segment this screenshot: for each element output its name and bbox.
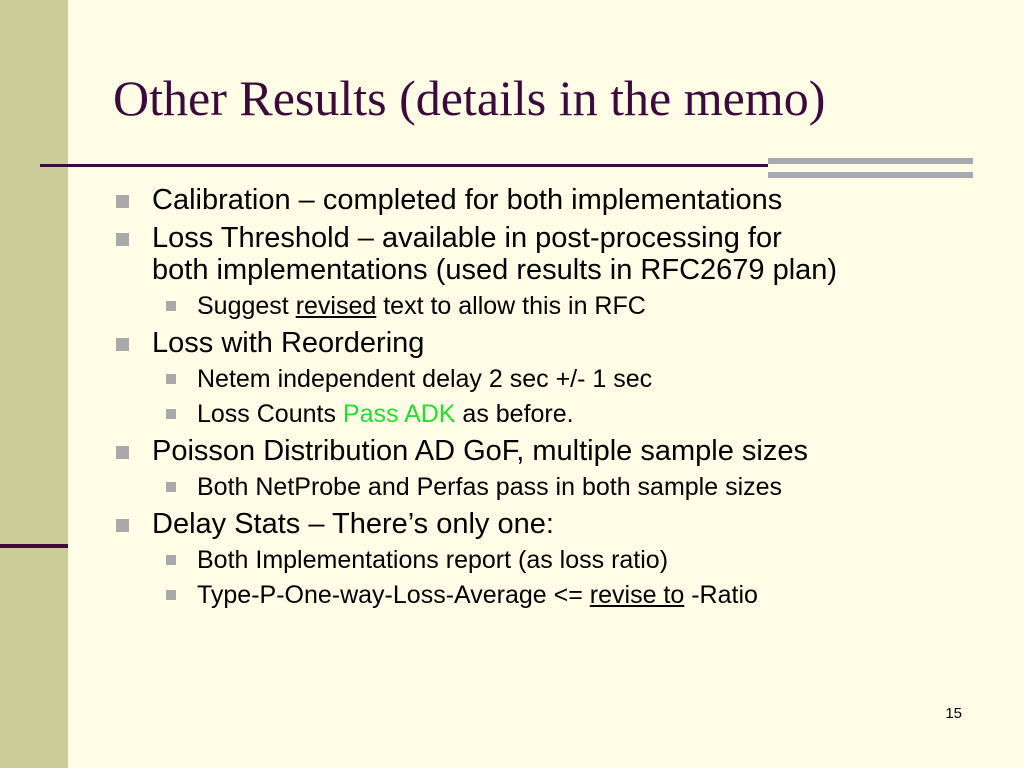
highlighted-pass-adk: Pass ADK [342, 400, 456, 428]
bullet-text: Calibration – completed for both implementations [152, 184, 783, 216]
sub-bullet-text-tail: -Ratio [684, 581, 758, 609]
sub-bullet-implementations-report [116, 545, 996, 575]
accent-bar-top [768, 158, 973, 164]
bullet-square-icon [116, 233, 129, 246]
sub-bullet-type-p-loss-average [116, 580, 996, 610]
bullet-square-icon [116, 338, 129, 351]
slide-page-number: 15 [945, 705, 962, 722]
bullet-delay-stats [116, 508, 996, 540]
bullet-list [116, 180, 996, 610]
sub-bullet-text: Both Implementations report (as loss ratio) [197, 546, 669, 574]
underlined-revise-to: revise to [589, 581, 685, 609]
sub-bullet-square-icon [166, 590, 176, 600]
sub-bullet-text: Both NetProbe and Perfas pass in both sample sizes [197, 473, 783, 501]
bullet-text: Poisson Distribution AD GoF, multiple sample sizes [152, 435, 808, 467]
sub-bullet-suggest-revised [116, 291, 996, 321]
sub-bullet-text-tail: text to allow this in RFC [376, 292, 646, 320]
bullet-loss-with-reordering [116, 327, 996, 359]
title-underline-rule [40, 164, 768, 167]
sub-bullet-text: Netem independent delay 2 sec +/- 1 sec [197, 365, 653, 393]
bullet-text-line-2: both implementations (used results in RFC2679 plan) [152, 254, 838, 286]
sub-bullet-text: Suggest [197, 292, 296, 320]
bullet-loss-threshold [116, 222, 996, 286]
bullet-square-icon [116, 519, 129, 532]
sidebar-divider-line [0, 544, 68, 548]
sub-bullet-text: Loss Counts [197, 400, 343, 428]
sub-bullet-netem-delay [116, 364, 996, 394]
left-sidebar-band [0, 0, 68, 768]
sub-bullet-square-icon [166, 374, 176, 384]
bullet-calibration [116, 184, 996, 216]
bullet-square-icon [116, 195, 129, 208]
sub-bullet-square-icon [166, 482, 176, 492]
sub-bullet-square-icon [166, 555, 176, 565]
slide-title: Other Results (details in the memo) [113, 70, 826, 126]
underlined-word-revised: revised [295, 292, 377, 320]
bullet-text: Loss with Reordering [152, 327, 425, 359]
sub-bullet-netprobe-perfas [116, 472, 996, 502]
sub-bullet-text-tail: as before. [455, 400, 574, 428]
accent-bar-bottom [768, 172, 973, 178]
sub-bullet-square-icon [166, 301, 176, 311]
sub-bullet-text: Type-P-One-way-Loss-Average <= [197, 581, 590, 609]
bullet-square-icon [116, 446, 129, 459]
sub-bullet-loss-counts [116, 399, 996, 429]
sub-bullet-square-icon [166, 409, 176, 419]
bullet-poisson-distribution [116, 435, 996, 467]
bullet-text: Delay Stats – There’s only one: [152, 508, 554, 540]
bullet-text-line-1: Loss Threshold – available in post-processing for [152, 222, 782, 254]
